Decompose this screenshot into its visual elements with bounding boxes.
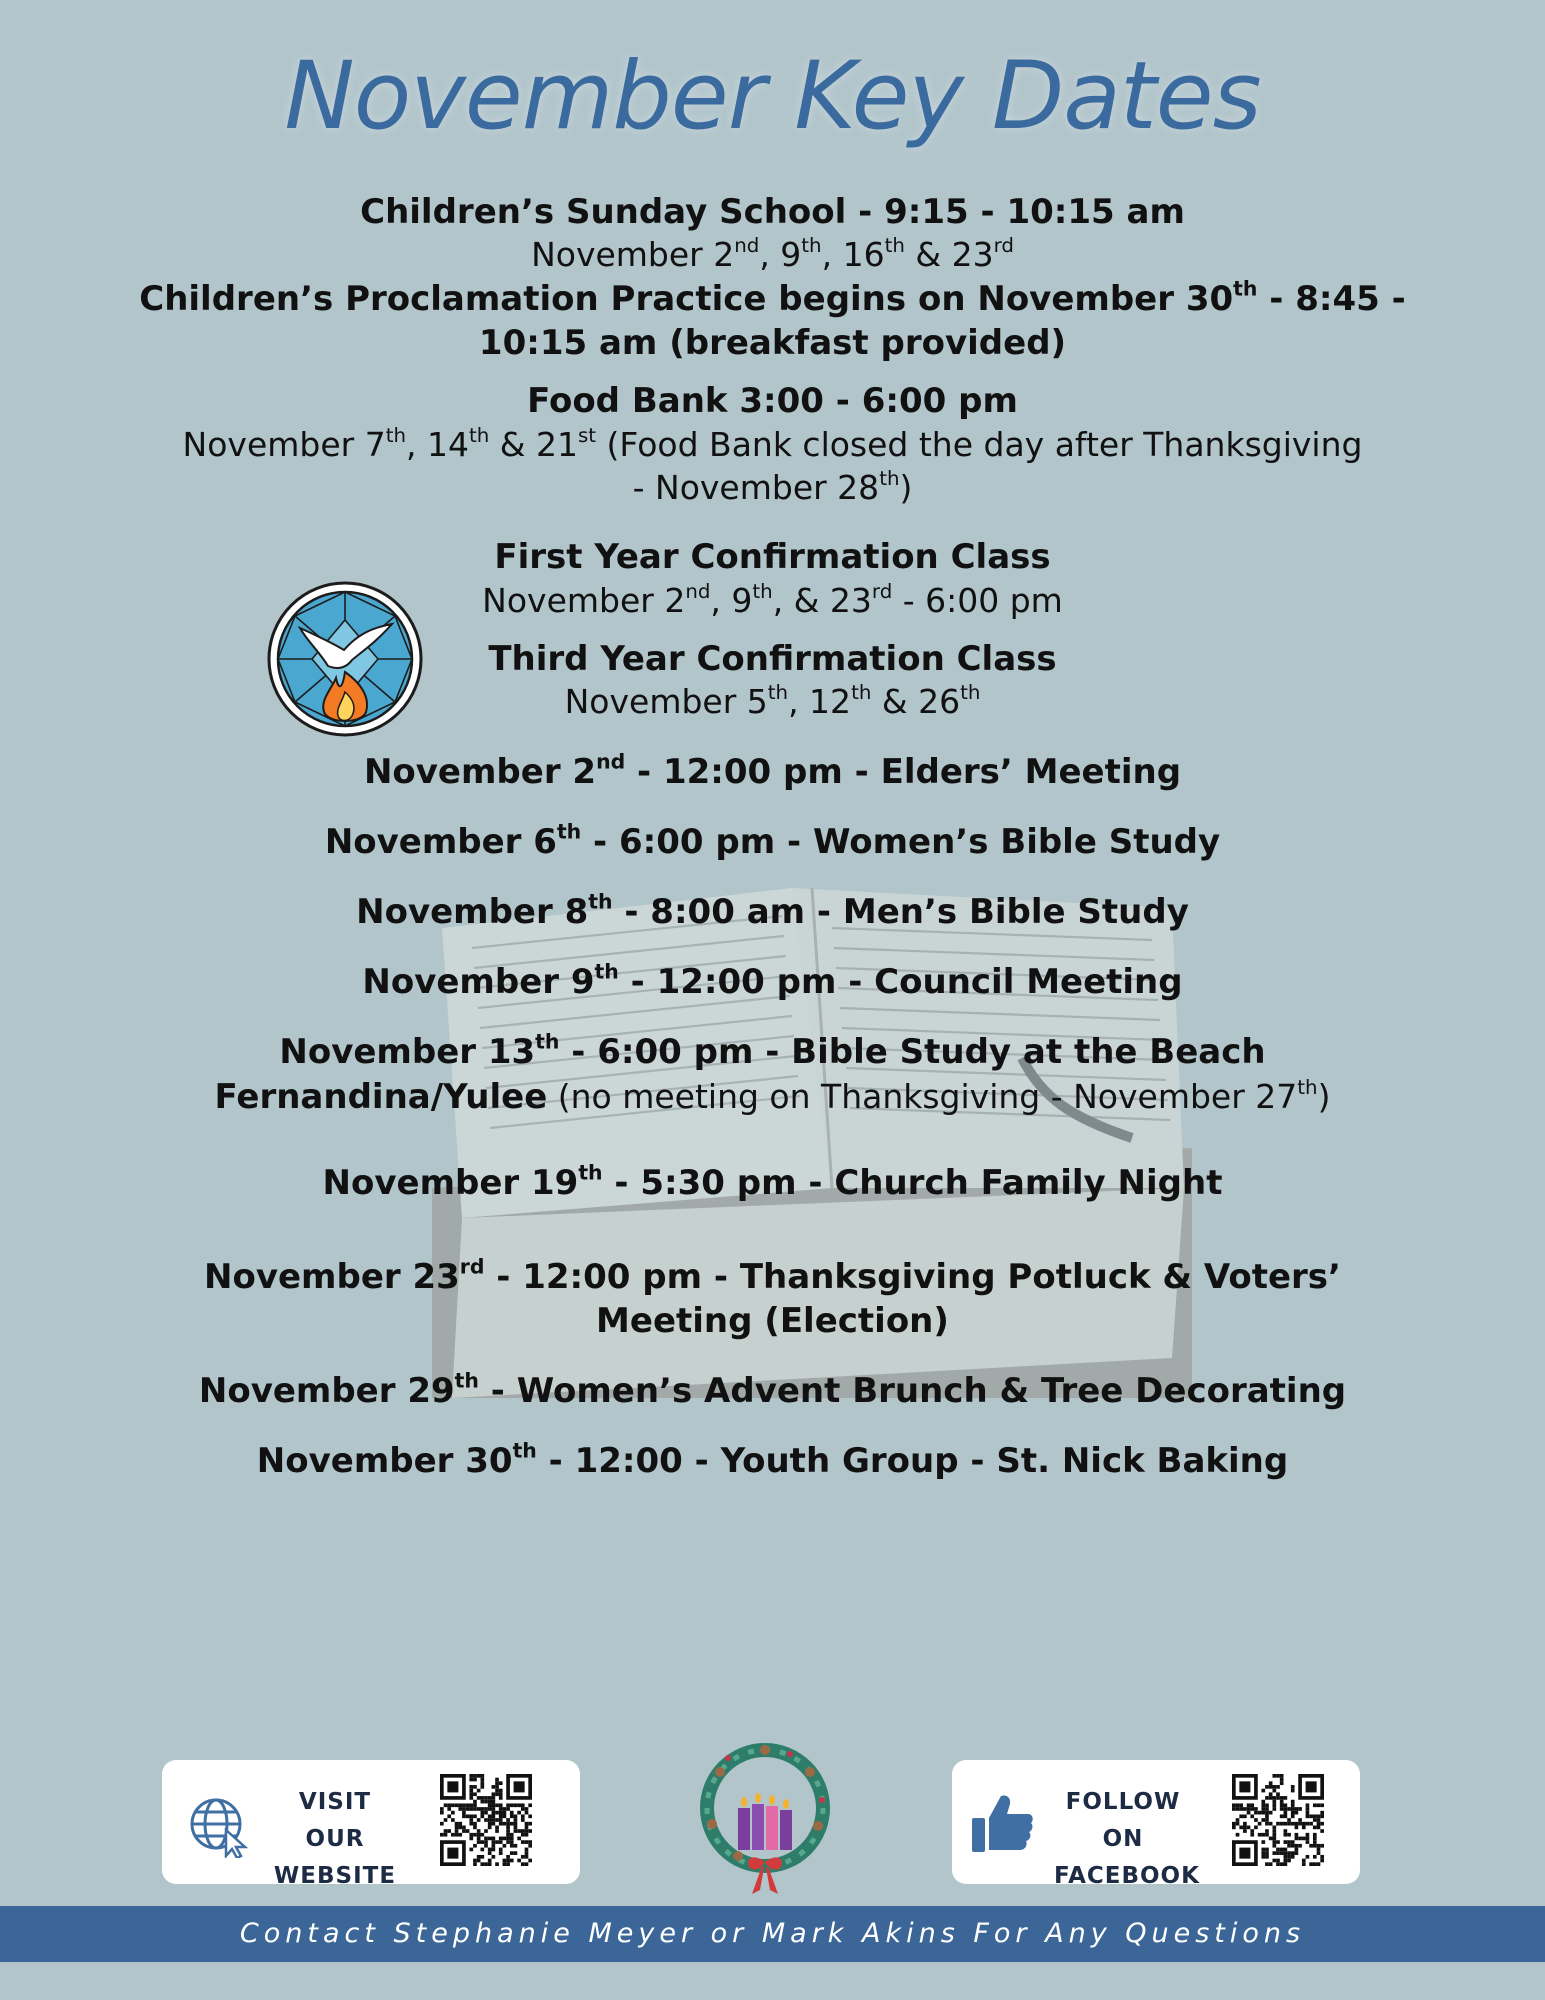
event-advent-brunch: November 29th - Women’s Advent Brunch & Tree Decorating [198, 1369, 1347, 1412]
event-youth-group: November 30th - 12:00 - Youth Group - St. Nick Baking [256, 1439, 1289, 1482]
event-beach-study: November 13th - 6:00 pm - Bible Study at the Beach [279, 1030, 1266, 1073]
event-council-meeting: November 9th - 12:00 pm - Council Meeting [362, 959, 1183, 1003]
sunday-school-dates: November 2nd, 9th, 16th & 23rd [531, 234, 1014, 275]
facebook-qr-code[interactable] [1232, 1774, 1324, 1866]
advent-wreath-icon [692, 1728, 838, 1896]
event-womens-bible-study: November 6th - 6:00 pm - Women’s Bible Study [324, 819, 1221, 862]
thumbs-up-icon [970, 1792, 1034, 1854]
event-beach-location: Fernandina/Yulee (no meeting on Thanksgiving - November 27th) [214, 1075, 1331, 1117]
third-year-dates: November 5th, 12th & 26th [564, 680, 981, 721]
food-bank-note: - November 28th) [632, 466, 913, 507]
website-card-text: VISIT OUR WEBSITE [273, 1789, 397, 1889]
website-card[interactable] [162, 1760, 580, 1889]
proclamation-line-1: Children’s Proclamation Practice begins on November 30th - 8:45 - [139, 276, 1406, 320]
first-year-dates: November 2nd, 9th, & 23rd - 6:00 pm [482, 579, 1063, 620]
event-potluck-line-2: Meeting (Election) [596, 1301, 949, 1342]
page-title: November Key Dates [284, 42, 1261, 151]
first-year-heading: First Year Confirmation Class [494, 537, 1051, 578]
facebook-card[interactable] [952, 1760, 1360, 1889]
events-list [110, 190, 1435, 1484]
food-bank-heading: Food Bank 3:00 - 6:00 pm [527, 381, 1018, 422]
third-year-heading: Third Year Confirmation Class [488, 638, 1057, 679]
event-mens-bible-study: November 8th - 8:00 am - Men’s Bible Study [356, 889, 1189, 932]
event-family-night: November 19th - 5:30 pm - Church Family Night [322, 1160, 1223, 1203]
website-qr-code[interactable] [440, 1774, 532, 1866]
footer-contact-bar: Contact Stephanie Meyer or Mark Akins For Any Questions [0, 1906, 1545, 1962]
facebook-card-text: FOLLOW ON FACEBOOK [1054, 1789, 1200, 1889]
proclamation-line-2: 10:15 am (breakfast provided) [478, 323, 1067, 364]
event-elders-meeting: November 2nd - 12:00 pm - Elders’ Meeting [363, 749, 1182, 792]
event-potluck: November 23rd - 12:00 pm - Thanksgiving Potluck & Voters’ [204, 1254, 1341, 1297]
sunday-school-heading: Children’s Sunday School - 9:15 - 10:15 am [360, 192, 1185, 232]
globe-cursor-icon [188, 1796, 250, 1858]
food-bank-dates: November 7th, 14th & 21st (Food Bank closed the day after Thanksgiving [182, 423, 1363, 464]
